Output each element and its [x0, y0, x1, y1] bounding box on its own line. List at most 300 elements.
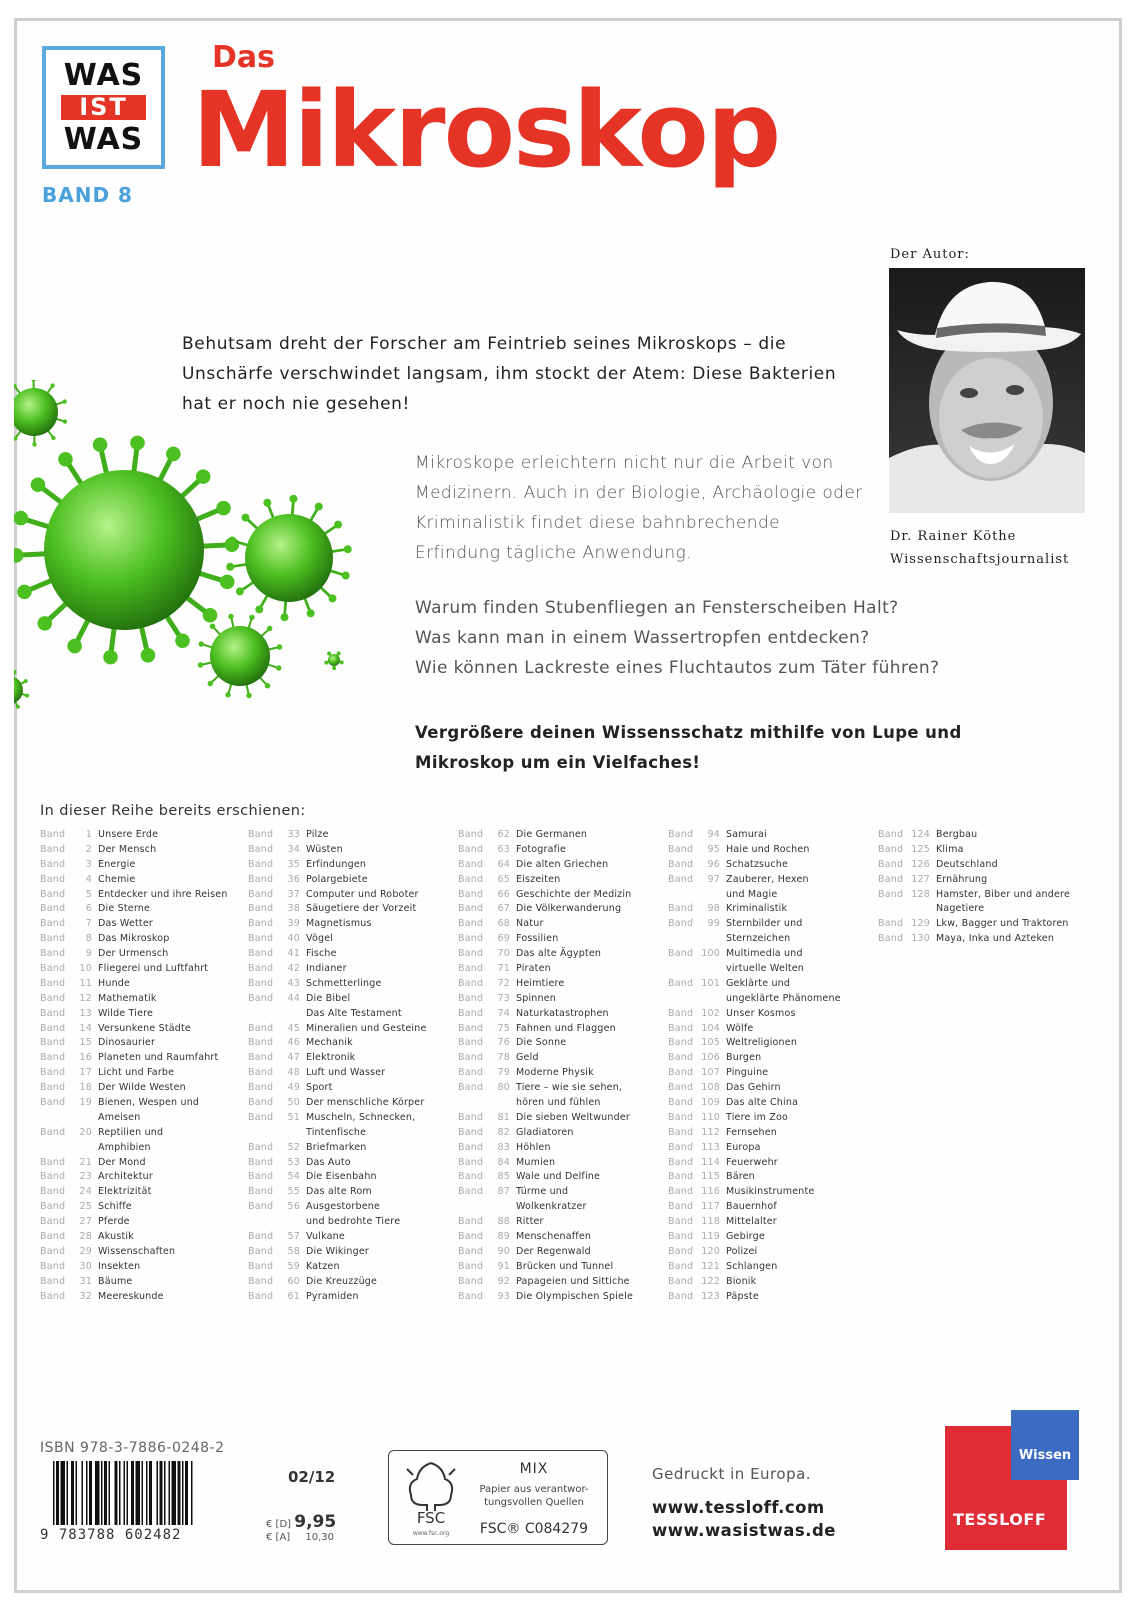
series-heading: In dieser Reihe bereits erschienen:: [40, 803, 306, 819]
band-number: 116: [701, 1186, 720, 1198]
band-number: 19: [79, 1097, 92, 1109]
band-label: Band: [248, 992, 274, 1004]
band-number: 34: [287, 843, 300, 855]
band-number: 1: [85, 829, 92, 840]
band-title: Insekten: [98, 1260, 141, 1272]
author-credit: [890, 525, 1069, 571]
band-number: 126: [911, 858, 930, 870]
series-entry: [668, 917, 868, 932]
band-label: [668, 962, 696, 977]
band-label: Band: [668, 1171, 694, 1183]
band-number: 107: [701, 1067, 720, 1079]
band-number: 2: [85, 843, 92, 855]
band-title: Die Germanen: [516, 829, 588, 840]
band-label: Band: [458, 963, 484, 975]
band-number: 43: [287, 977, 300, 989]
series-entry: [878, 843, 1078, 858]
band-title: Die Sonne: [516, 1037, 567, 1049]
band-title: Türme und: [516, 1186, 569, 1198]
series-entry: [248, 1260, 448, 1275]
band-label: Band: [458, 1245, 484, 1257]
series-entry: [458, 1290, 658, 1305]
series-entry: [458, 902, 658, 917]
band-title: Sport: [306, 1082, 333, 1094]
series-entry: [248, 962, 448, 977]
band-label: Band: [458, 843, 484, 855]
band-number: 31: [79, 1275, 92, 1287]
series-entry: [40, 888, 240, 903]
band-title: Geklärte und: [726, 977, 791, 989]
band-title: Der Mensch: [98, 843, 157, 855]
series-entry: [248, 932, 448, 947]
band-label: Band: [878, 858, 904, 870]
author-name: Dr. Rainer Köthe: [890, 529, 1017, 544]
series-entry: [668, 1022, 868, 1037]
band-title: Moderne Physik: [516, 1067, 594, 1079]
band-label: Band: [248, 1290, 274, 1302]
band-number: 119: [701, 1231, 720, 1243]
band-title: Schlangen: [726, 1260, 778, 1272]
band-number: 6: [85, 903, 92, 915]
series-entry: [668, 962, 868, 977]
band-title: Der menschliche Körper: [306, 1097, 425, 1109]
band-number: 33: [287, 829, 300, 840]
logo-line-2: IST: [61, 95, 146, 120]
series-entry: [458, 1022, 658, 1037]
was-ist-was-logo: [42, 46, 165, 169]
band-number: 8: [85, 933, 92, 945]
band-label: Band: [668, 1097, 694, 1109]
band-title: Katzen: [306, 1260, 340, 1272]
series-entry: [40, 1185, 240, 1200]
series-entry: [458, 828, 658, 843]
band-title: Wüsten: [306, 843, 343, 855]
series-entry: [458, 1260, 658, 1275]
series-entry: [878, 932, 1078, 947]
band-number: 62: [497, 829, 510, 840]
band-number: 125: [911, 843, 930, 855]
series-entry: [40, 1036, 240, 1051]
band-label: Band: [458, 1126, 484, 1138]
series-entry: [40, 1156, 240, 1171]
band-title: Meereskunde: [98, 1290, 164, 1302]
series-entry: [248, 902, 448, 917]
band-number: 117: [701, 1201, 720, 1213]
logo-line-3: WAS: [63, 122, 144, 157]
band-label: Band: [248, 1067, 274, 1079]
band-number: 44: [287, 992, 300, 1004]
band-label: Band: [40, 843, 66, 855]
band-title: Papageien und Sittiche: [516, 1275, 630, 1287]
band-label: Band: [248, 1097, 274, 1109]
series-entry: [40, 932, 240, 947]
series-entry: [458, 1126, 658, 1141]
band-label: Band: [248, 1111, 274, 1123]
band-label: Band: [668, 1290, 694, 1302]
band-label: Band: [668, 1156, 694, 1168]
series-entry: [458, 1215, 658, 1230]
band-label: Band: [248, 948, 274, 960]
band-title: Dinosaurier: [98, 1037, 156, 1049]
series-entry: [878, 917, 1078, 932]
band-number: 95: [707, 843, 720, 855]
series-entry: [40, 828, 240, 843]
band-number: 94: [707, 829, 720, 840]
band-number: 71: [497, 963, 510, 975]
band-number: 29: [79, 1245, 92, 1257]
band-label: [878, 902, 906, 917]
band-number: 81: [497, 1111, 510, 1123]
band-label: Band: [248, 1260, 274, 1272]
logo-line-1: WAS: [63, 58, 144, 93]
band-number: 11: [79, 977, 92, 989]
series-entry: [248, 1245, 448, 1260]
band-number: [486, 1200, 516, 1215]
website-wasistwas[interactable]: www.wasistwas.de: [652, 1521, 836, 1540]
series-entry: [40, 1275, 240, 1290]
band-label: Band: [248, 1037, 274, 1049]
series-entry: [458, 1111, 658, 1126]
band-label: Band: [248, 933, 274, 945]
series-entry: [40, 1126, 240, 1141]
band-label: Band: [40, 948, 66, 960]
band-number: 57: [287, 1231, 300, 1243]
band-label: Band: [40, 1216, 66, 1228]
band-title: Feuerwehr: [726, 1156, 778, 1168]
band-title: Die Kreuzzüge: [306, 1275, 378, 1287]
series-entry: [668, 1275, 868, 1290]
band-label: Band: [458, 1156, 484, 1168]
band-title: ungeklärte Phänomene: [726, 992, 841, 1004]
band-title: Naturkatastrophen: [516, 1007, 609, 1019]
band-title: Magnetismus: [306, 918, 372, 930]
band-number: 118: [701, 1216, 720, 1228]
band-label: Band: [878, 933, 904, 945]
band-label: Band: [668, 843, 694, 855]
band-title: Bergbau: [936, 829, 978, 840]
band-label: Band: [668, 948, 694, 960]
band-title: Vulkane: [306, 1231, 345, 1243]
band-label: Band: [40, 1201, 66, 1213]
band-number: [696, 962, 726, 977]
series-entry: [878, 828, 1078, 843]
series-entry: [458, 1230, 658, 1245]
band-title: Fahnen und Flaggen: [516, 1022, 616, 1034]
band-number: 109: [701, 1097, 720, 1109]
band-label: Band: [248, 888, 274, 900]
series-entry: [40, 1215, 240, 1230]
band-label: Band: [40, 963, 66, 975]
band-number: [276, 1215, 306, 1230]
band-number: 41: [287, 948, 300, 960]
series-entry: [668, 992, 868, 1007]
series-entry: [878, 888, 1078, 903]
band-title: Mumien: [516, 1156, 556, 1168]
fsc-mix: MIX: [519, 1461, 549, 1477]
band-title: Brücken und Tunnel: [516, 1260, 614, 1272]
series-entry: [248, 1230, 448, 1245]
band-number: BAND 8: [42, 183, 133, 207]
band-title: Das alte Rom: [306, 1186, 372, 1198]
band-title: Fernsehen: [726, 1126, 778, 1138]
band-number: 30: [79, 1260, 92, 1272]
band-title: virtuelle Welten: [726, 963, 805, 975]
band-label: [40, 1111, 68, 1126]
band-title: Fliegerei und Luftfahrt: [98, 963, 209, 975]
band-number: 9: [85, 948, 92, 960]
band-number: 12: [79, 992, 92, 1004]
band-label: [248, 1007, 276, 1022]
band-title: Elektronik: [306, 1052, 356, 1064]
fsc-code: FSC® C084279: [479, 1521, 589, 1537]
band-number: 51: [287, 1111, 300, 1123]
band-title: Das Gehirn: [726, 1082, 781, 1094]
band-title: Luft und Wasser: [306, 1067, 386, 1079]
band-label: Band: [248, 858, 274, 870]
intro-paragraph: Behutsam dreht der Forscher am Feintrieb seines Mikroskops – die Unschärfe verschwindet langsam, ihm stockt der Atem: Diese Bakterien hat er noch nie gesehen!: [182, 334, 837, 414]
band-number: 58: [287, 1245, 300, 1257]
band-number: 18: [79, 1082, 92, 1094]
series-entry: [40, 1200, 240, 1215]
band-title: Wölfe: [726, 1022, 754, 1034]
band-title: Pferde: [98, 1216, 130, 1228]
band-title: Maya, Inka und Azteken: [936, 933, 1055, 945]
band-number: 4: [85, 873, 92, 885]
date-code: 02/12: [288, 1468, 336, 1486]
series-entry: [458, 1170, 658, 1185]
band-label: [668, 932, 696, 947]
series-entry: [248, 1215, 448, 1230]
series-entry: [668, 1200, 868, 1215]
series-entry: [40, 1111, 240, 1126]
band-label: Band: [668, 1022, 694, 1034]
band-title: Polargebiete: [306, 873, 368, 885]
band-title: Hamster, Biber und andere: [936, 888, 1070, 900]
publisher-name: TESSLOFF: [953, 1510, 1047, 1529]
website-tessloff[interactable]: www.tessloff.com: [652, 1498, 825, 1517]
band-title: Das Alte Testament: [306, 1007, 402, 1019]
band-number: 82: [497, 1126, 510, 1138]
series-entry: [248, 1200, 448, 1215]
series-entry: [40, 1022, 240, 1037]
band-label: Band: [668, 1082, 694, 1094]
band-title: Die Wikinger: [306, 1245, 369, 1257]
band-number: 106: [701, 1052, 720, 1064]
series-entry: [878, 873, 1078, 888]
band-title: Muscheln, Schnecken,: [306, 1111, 416, 1123]
band-number: 91: [497, 1260, 510, 1272]
band-number: 112: [701, 1126, 720, 1138]
series-entry: [40, 977, 240, 992]
price-germany: [266, 1512, 336, 1532]
band-label: Band: [668, 1111, 694, 1123]
series-entry: [248, 977, 448, 992]
band-title: Der Regenwald: [516, 1245, 591, 1257]
band-title: Päpste: [726, 1290, 759, 1302]
band-label: Band: [40, 1245, 66, 1257]
band-label: Band: [40, 1156, 66, 1168]
band-number: 60: [287, 1275, 300, 1287]
band-number: 59: [287, 1260, 300, 1272]
band-title: Piraten: [516, 963, 551, 975]
series-entry: [248, 1022, 448, 1037]
band-label: Band: [40, 1275, 66, 1287]
band-label: Band: [40, 1022, 66, 1034]
band-number: 105: [701, 1037, 720, 1049]
band-label: Band: [248, 1201, 274, 1213]
band-title: und Magie: [726, 888, 778, 900]
band-label: Band: [40, 1097, 66, 1109]
band-label: Band: [458, 829, 484, 840]
band-number: 69: [497, 933, 510, 945]
band-number: 83: [497, 1141, 510, 1153]
band-title: Licht und Farbe: [98, 1067, 175, 1079]
series-entry: [668, 1036, 868, 1051]
band-label: Band: [248, 829, 274, 840]
band-label: Band: [668, 903, 694, 915]
band-number: 121: [701, 1260, 720, 1272]
band-label: [248, 1126, 276, 1141]
series-entry: [668, 1170, 868, 1185]
band-number: 79: [497, 1067, 510, 1079]
band-title: Musikinstrumente: [726, 1186, 815, 1198]
band-title: Planeten und Raumfahrt: [98, 1052, 219, 1064]
band-title: Unsere Erde: [98, 829, 159, 840]
series-entry: [878, 902, 1078, 917]
band-number: 36: [287, 873, 300, 885]
band-label: Band: [248, 1022, 274, 1034]
band-title: Das Wetter: [98, 918, 153, 930]
series-entry: [668, 828, 868, 843]
band-number: 53: [287, 1156, 300, 1168]
band-number: 5: [85, 888, 92, 900]
series-entry: [458, 962, 658, 977]
band-label: Band: [248, 1052, 274, 1064]
series-entry: [248, 1051, 448, 1066]
band-number: 92: [497, 1275, 510, 1287]
series-entry: [458, 1051, 658, 1066]
band-number: 113: [701, 1141, 720, 1153]
band-label: Band: [458, 1186, 484, 1198]
series-column: [40, 828, 240, 1305]
band-title: Fotografie: [516, 843, 567, 855]
band-title: Spinnen: [516, 992, 557, 1004]
band-label: Band: [458, 1216, 484, 1228]
band-label: Band: [878, 843, 904, 855]
band-title: Sternbilder und: [726, 918, 803, 930]
band-label: Band: [668, 1186, 694, 1198]
series-entry: [668, 947, 868, 962]
band-label: Band: [40, 1231, 66, 1243]
band-number: 55: [287, 1186, 300, 1198]
series-entry: [40, 1260, 240, 1275]
series-entry: [668, 858, 868, 873]
band-number: [696, 888, 726, 903]
band-number: 7: [85, 918, 92, 930]
series-column: [248, 828, 448, 1305]
band-title: Fossilien: [516, 933, 559, 945]
band-number: 37: [287, 888, 300, 900]
series-entry: [458, 873, 658, 888]
band-label: Band: [458, 977, 484, 989]
band-title: Mathematik: [98, 992, 157, 1004]
band-title: Das alte China: [726, 1097, 799, 1109]
series-entry: [40, 1081, 240, 1096]
band-number: 102: [701, 1007, 720, 1019]
band-number: 35: [287, 858, 300, 870]
band-label: Band: [458, 1037, 484, 1049]
series-entry: [668, 888, 868, 903]
series-entry: [458, 1096, 658, 1111]
band-title: Deutschland: [936, 858, 998, 870]
series-entry: [40, 1141, 240, 1156]
series-entry: [458, 917, 658, 932]
band-label: Band: [248, 1245, 274, 1257]
fsc-label: [388, 1450, 608, 1545]
band-title: Die Olympischen Spiele: [516, 1290, 633, 1302]
price-at-label: € [A]: [266, 1532, 291, 1543]
band-title: Das alte Ägypten: [516, 948, 602, 960]
band-label: Band: [458, 1007, 484, 1019]
wissen-badge: Wissen: [1018, 1448, 1072, 1463]
band-number: 39: [287, 918, 300, 930]
band-label: Band: [668, 873, 694, 885]
band-number: 74: [497, 1007, 510, 1019]
band-label: Band: [878, 888, 904, 900]
series-entry: [248, 1156, 448, 1171]
series-entry: [40, 1066, 240, 1081]
band-label: Band: [458, 1111, 484, 1123]
series-entry: [458, 1141, 658, 1156]
band-number: 64: [497, 858, 510, 870]
series-entry: [668, 1290, 868, 1305]
series-entry: [40, 947, 240, 962]
question-2: Was kann man in einem Wassertropfen entdecken?: [415, 628, 870, 648]
band-label: Band: [458, 992, 484, 1004]
band-label: Band: [40, 918, 66, 930]
band-label: Band: [248, 1082, 274, 1094]
band-number: 45: [287, 1022, 300, 1034]
series-entry: [248, 888, 448, 903]
series-entry: [40, 1245, 240, 1260]
series-entry: [40, 1170, 240, 1185]
price-at-value: 10,30: [305, 1532, 335, 1543]
band-number: 25: [79, 1201, 92, 1213]
band-number: [486, 1096, 516, 1111]
band-number: 17: [79, 1067, 92, 1079]
series-entry: [668, 1245, 868, 1260]
series-entry: [668, 1230, 868, 1245]
band-title: Ausgestorbene: [306, 1201, 381, 1213]
description-paragraph: Mikroskope erleichtern nicht nur die Arbeit von Medizinern. Auch in der Biologie, Archäologie oder Kriminalistik findet diese bahnbrechende Erfindung tägliche Anwendung.: [415, 453, 863, 563]
band-label: [40, 1141, 68, 1156]
series-entry: [40, 992, 240, 1007]
band-label: Band: [458, 1082, 484, 1094]
series-entry: [248, 917, 448, 932]
band-number: 32: [79, 1290, 92, 1302]
band-label: Band: [40, 933, 66, 945]
band-label: Band: [458, 1260, 484, 1272]
fsc-url: www.fsc.org: [412, 1530, 450, 1537]
band-title: Mechanik: [306, 1037, 353, 1049]
band-title: Wissenschaften: [98, 1245, 176, 1257]
band-title: Bienen, Wespen und: [98, 1097, 200, 1109]
price-de-label: € [D]: [266, 1519, 292, 1530]
band-number: 21: [79, 1156, 92, 1168]
series-entry: [40, 858, 240, 873]
series-entry: [40, 843, 240, 858]
band-number: 16: [79, 1052, 92, 1064]
